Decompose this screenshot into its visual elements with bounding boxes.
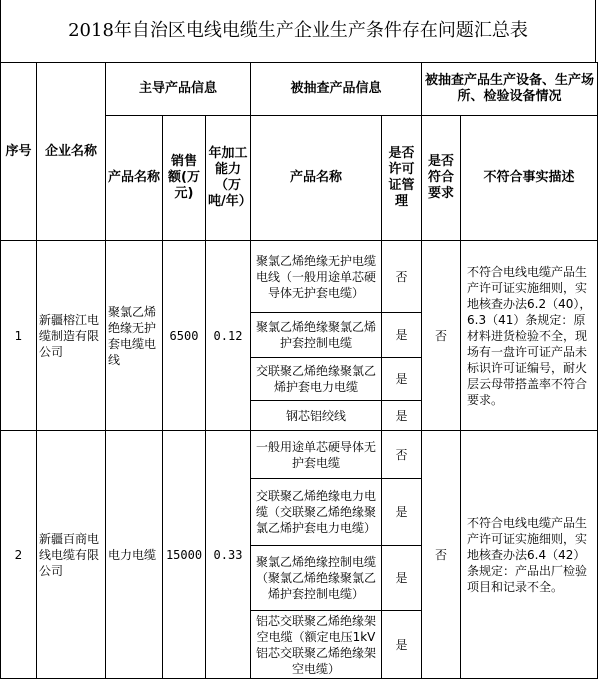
header-sales: 销售额(万元) (163, 116, 206, 241)
seq-cell: 2 (1, 431, 37, 679)
description-cell: 不符合电线电缆产品生产许可证实施细则，实地核查办法6.2（40），6.3（41）条规定：原材料进货检验不全，现场有一盘许可证产品未标识许可证编号，耐火层云母带搭盖率不符合要求。 (461, 241, 598, 431)
summary-table (0, 62, 598, 679)
table-row (1, 241, 598, 313)
main-product-cell: 聚氯乙烯绝缘无护套电缆电线 (106, 241, 163, 431)
license-cell: 是 (382, 401, 422, 431)
sales-cell: 15000 (163, 431, 206, 679)
header-sampled-product-group: 被抽查产品信息 (251, 63, 422, 116)
sampled-product-name: 交联聚乙烯绝缘电力电缆（交联聚乙烯绝缘聚氯乙烯护套电力电缆） (251, 479, 382, 546)
license-cell: 否 (382, 241, 422, 313)
license-cell: 是 (382, 358, 422, 401)
license-cell: 是 (382, 479, 422, 546)
sampled-product-name: 聚氯乙烯绝缘控制电缆（聚氯乙烯绝缘聚氯乙烯护套控制电缆） (251, 546, 382, 611)
compliant-cell: 否 (422, 431, 461, 679)
header-main-product-group: 主导产品信息 (106, 63, 251, 116)
header-license-managed: 是否许可证管理 (382, 116, 422, 241)
page-title: 2018年自治区电线电缆生产企业生产条件存在问题汇总表 (0, 0, 596, 62)
sampled-product-name: 钢芯铝绞线 (251, 401, 382, 431)
sampled-product-name: 铝芯交联聚乙烯绝缘架空电缆（额定电压1kV铝芯交联聚乙烯绝缘架空电缆） (251, 611, 382, 679)
compliant-cell: 否 (422, 241, 461, 431)
description-cell: 不符合电线电缆产品生产许可证实施细则，实地核查办法6.4（42）条规定：产品出厂检验项目和记录不全。 (461, 431, 598, 679)
header-sampled-product-name: 产品名称 (251, 116, 382, 241)
header-equipment-group: 被抽查产品生产设备、生产场所、检验设备情况 (422, 63, 598, 116)
header-product-name: 产品名称 (106, 116, 163, 241)
header-company: 企业名称 (37, 63, 106, 241)
capacity-cell: 0.33 (206, 431, 251, 679)
table-row (1, 431, 598, 479)
header-capacity: 年加工能力（万吨/年） (206, 116, 251, 241)
license-cell: 是 (382, 611, 422, 679)
main-product-cell: 电力电缆 (106, 431, 163, 679)
company-cell: 新疆榕江电缆制造有限公司 (37, 241, 106, 431)
license-cell: 是 (382, 546, 422, 611)
seq-cell: 1 (1, 241, 37, 431)
company-cell: 新疆百商电线电缆有限公司 (37, 431, 106, 679)
sales-cell: 6500 (163, 241, 206, 431)
sampled-product-name: 交联聚乙烯绝缘聚氯乙烯护套电力电缆 (251, 358, 382, 401)
header-seq: 序号 (1, 63, 37, 241)
header-compliant: 是否符合要求 (422, 116, 461, 241)
sampled-product-name: 一般用途单芯硬导体无护套电缆 (251, 431, 382, 479)
license-cell: 是 (382, 313, 422, 358)
header-description: 不符合事实描述 (461, 116, 598, 241)
sampled-product-name: 聚氯乙烯绝缘聚氯乙烯护套控制电缆 (251, 313, 382, 358)
license-cell: 否 (382, 431, 422, 479)
sampled-product-name: 聚氯乙烯绝缘无护电缆电线（一般用途单芯硬导体无护套电缆） (251, 241, 382, 313)
capacity-cell: 0.12 (206, 241, 251, 431)
